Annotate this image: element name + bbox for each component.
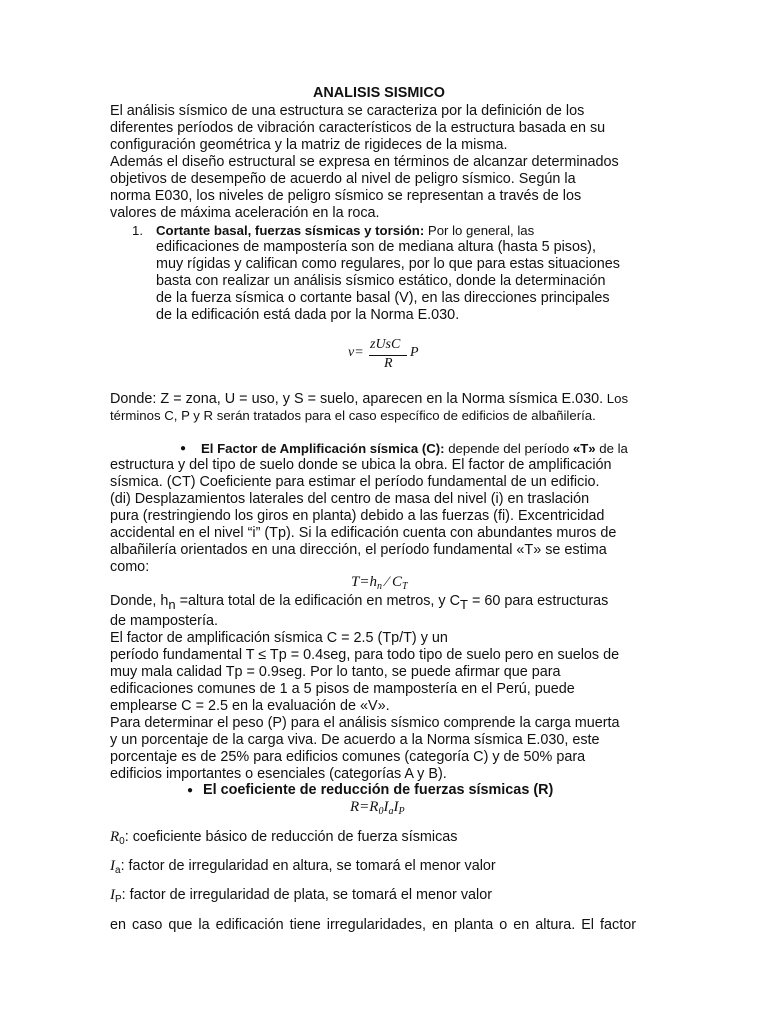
formula-t (351, 574, 408, 595)
intro-line: norma E030, los niveles de peligro sísmico se representan a través de los (110, 188, 582, 204)
after-t-text: = 60 para estructuras (467, 593, 609, 609)
def-text: : coeficiente básico de reducción de fuerza sísmicas (124, 829, 458, 845)
bullet-c-body: pura (restringiendo los giros en planta) debido a las fuerzas (fi). Excentricidad (110, 508, 605, 524)
definition-ip (110, 887, 492, 908)
bullet-c-heading: El Factor de Amplificación sísmica (C): (201, 441, 445, 456)
formula-t-sub: T (401, 581, 408, 592)
formula-r-sub: a (388, 806, 394, 817)
after-t-line: y un porcentaje de la carga viva. De acuerdo a la Norma sísmica E.030, este (110, 732, 600, 748)
intro-line: El análisis sísmico de una estructura se caracteriza por la definición de los (110, 103, 585, 119)
item-line: edificaciones de mampostería son de mediana altura (hasta 5 pisos), (156, 239, 596, 255)
item-heading-rest: Por lo general, las (424, 223, 535, 238)
def-text: : factor de irregularidad en altura, se tomará el menor valor (120, 858, 496, 874)
after-t-line: muy mala calidad Tp = 0.9seg. Por lo tanto, se puede afirmar que para (110, 664, 561, 680)
bullet-c-body: estructura y del tipo de suelo donde se ubica la obra. El factor de amplificación (110, 457, 612, 473)
formula-r (350, 799, 405, 820)
item-number: 1. (132, 223, 143, 238)
bullet-c-body: sísmica. (CT) Coeficiente para estimar el período fundamental de un edificio. (110, 474, 600, 490)
formula-r-text: R=R (350, 799, 379, 815)
bullet-dot: ● (187, 785, 194, 796)
bullet-c-t: «T» (572, 441, 596, 456)
after-t-line: edificaciones comunes de 1 a 5 pisos de mampostería en el Perú, puede (110, 681, 575, 697)
after-t-text: Donde, h (110, 593, 169, 609)
def-sub: 0 (119, 836, 125, 847)
bullet-r-heading: El coeficiente de reducción de fuerzas sísmicas (R) (203, 782, 554, 798)
formula-t-mid: ⁄ C (381, 574, 402, 590)
formula-t-sub: n (376, 581, 382, 592)
formula-v-rhs: P (410, 345, 419, 360)
donde-text-rest: Los (603, 391, 629, 406)
definition-ia (110, 858, 496, 879)
donde-text: Donde: Z = zona, U = uso, y S = suelo, aparecen en la Norma sísmica E.030. (110, 391, 604, 407)
intro-line: configuración geométrica y la matriz de rigideces de la misma. (110, 137, 508, 153)
formula-v-denominator: R (384, 356, 393, 371)
page-title: ANALISIS SISMICO (313, 85, 445, 101)
item-line: de la edificación está dada por la Norma E.030. (156, 307, 460, 323)
def-sub: P (115, 894, 122, 905)
def-text: : factor de irregularidad de plata, se tomará el menor valor (121, 887, 493, 903)
donde-line-2: términos C, P y R serán tratados para el caso específico de edificios de albañilería. (110, 408, 596, 423)
donde-line (110, 390, 628, 408)
bullet-c-text: depende del período (444, 441, 573, 456)
bullet-c-body: accidental en el nivel “i” (Tp). Si la edificación cuenta con abundantes muros de (110, 525, 617, 541)
intro-line: objetivos de desempeño de acuerdo al nivel de peligro sísmico. Según la (110, 171, 576, 187)
after-t-line: emplearse C = 2.5 en la evaluación de «V». (110, 698, 390, 714)
definition-r0 (110, 829, 458, 850)
bullet-c-text-end: de la (595, 441, 628, 456)
formula-r-i: I (393, 799, 399, 815)
bullet-c-body: albañilería orientados en una dirección, el período fundamental «T» se estima (110, 542, 607, 558)
formula-r-i: I (383, 799, 389, 815)
formula-v-numerator: zUsC (370, 337, 401, 352)
intro-line: diferentes períodos de vibración característicos de la estructura basada en su (110, 120, 606, 136)
after-t-sub: T (460, 597, 468, 612)
item-heading: Cortante basal, fuerzas sísmicas y torsión: (156, 223, 425, 238)
item-heading-line (156, 222, 534, 239)
formula-t-lhs: T=h (351, 574, 377, 590)
after-t-line: porcentaje es de 25% para edificios comunes (categoría C) y de 50% para (110, 749, 586, 765)
after-t-sub: n (168, 597, 176, 612)
formula-v-lhs: v= (348, 345, 364, 360)
bullet-c-line (201, 440, 628, 457)
item-line: muy rígidas y califican como regulares, por lo que para estas situaciones (156, 256, 620, 272)
bullet-dot: ● (180, 443, 187, 454)
bullet-c-body: como: (110, 559, 150, 575)
item-line: de la fuerza sísmica o cortante basal (V), en las direcciones principales (156, 290, 610, 306)
def-symbol: R (110, 829, 120, 845)
after-t-line: edificios importantes o esenciales (categorías A y B). (110, 766, 447, 782)
bullet-c-body: (di) Desplazamientos laterales del centro de masa del nivel (i) en traslación (110, 491, 590, 507)
after-t-line: El factor de amplificación sísmica C = 2.5 (Tp/T) y un (110, 630, 448, 646)
after-t-line: Para determinar el peso (P) para el análisis sísmico comprende la carga muerta (110, 715, 620, 731)
def-symbol: I (110, 858, 115, 874)
intro-line: Además el diseño estructural se expresa en términos de alcanzar determinados (110, 154, 619, 170)
formula-r-sub: 0 (378, 806, 384, 817)
intro-line: valores de máxima aceleración en la roca. (110, 205, 380, 221)
after-t-text: =altura total de la edificación en metros, y C (175, 593, 461, 609)
after-t-line: período fundamental T ≤ Tp = 0.4seg, para todo tipo de suelo pero en suelos de (110, 647, 620, 663)
after-t-line (110, 593, 608, 613)
last-line: en caso que la edificación tiene irregularidades, en planta o en altura. El factor (110, 917, 636, 933)
item-line: basta con realizar un análisis sísmico estático, donde la determinación (156, 273, 606, 289)
def-sub: a (115, 865, 121, 876)
after-t-line: de mampostería. (110, 613, 218, 629)
formula-r-sub: P (398, 806, 405, 817)
def-symbol: I (110, 887, 115, 903)
